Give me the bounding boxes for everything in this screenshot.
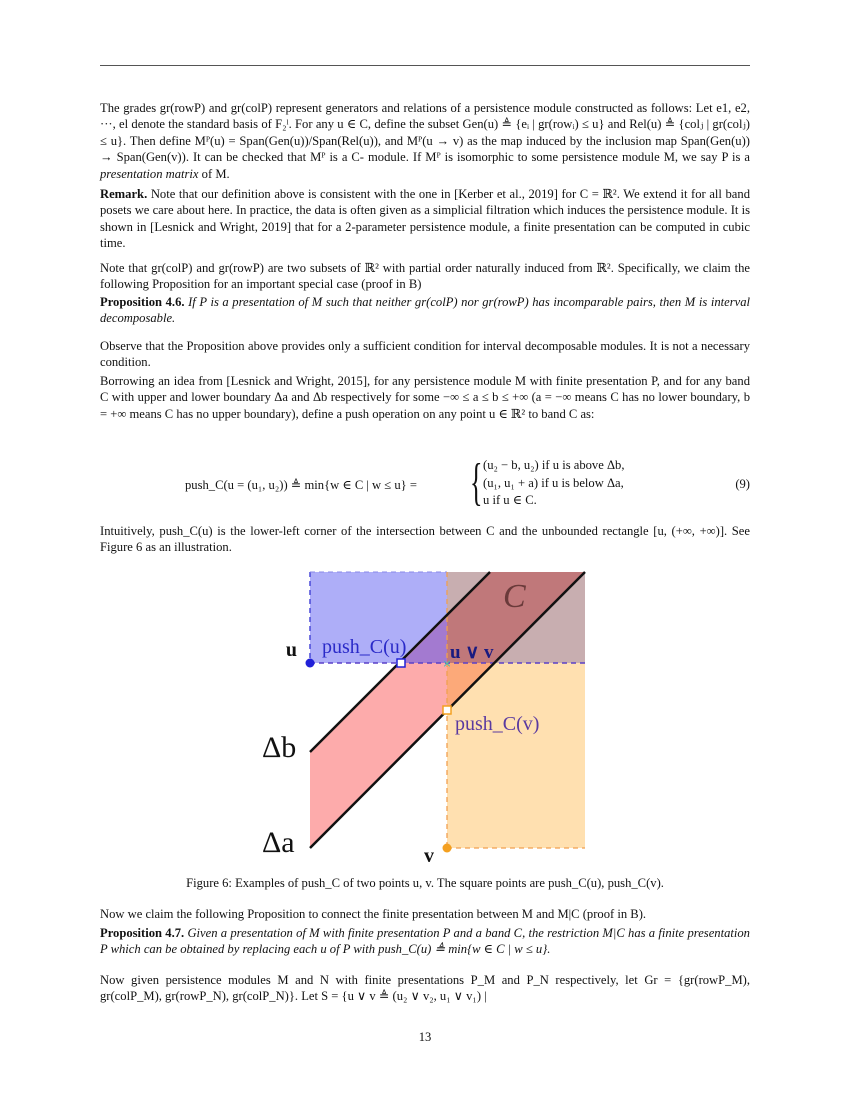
paragraph-presentation-definition: [100, 100, 750, 182]
proposition-text: If P is a presentation of M such that neither gr(colP) nor gr(rowP) has incomparable pairs, then M is interval decomposable.: [100, 295, 750, 326]
label-u: u: [285, 639, 297, 661]
remark-label: Remark.: [100, 187, 148, 201]
paragraph-text-tail: of M.: [198, 166, 230, 181]
paragraph-gr-definition: [100, 972, 750, 1005]
paragraph-text: Borrowing an idea from [Lesnick and Wright, 2015], for any persistence module M with finite presentation P, and for any band C with upper and lower boundary Δa and Δb respectively for some −∞ ≤ a ≤ b ≤ +∞ (a = −∞ means C has no lower boundary, b = +∞ means C has no upper boundary), define a push operation on any point u ∈ ℝ² to band C as:: [100, 374, 750, 421]
equation-cases: [483, 457, 625, 510]
proposition-label: Proposition 4.7.: [100, 926, 185, 940]
paragraph-push-definition: [100, 373, 750, 422]
proposition-4-6: [100, 294, 750, 327]
paragraph-note-partial-order: [100, 260, 750, 293]
join-mark: ×: [442, 657, 452, 670]
header-rule: [100, 65, 750, 66]
label-band-c: C: [503, 578, 526, 615]
proposition-text: Given a presentation of M with finite presentation P and a band C, the restriction M|C has a finite presentation P which can be obtained by replacing each u of P with push_C(u) ≜ min{w ∈ C | w ≤ u}.: [100, 926, 750, 957]
label-push-u: push_C(u): [322, 636, 407, 658]
point-v: [443, 844, 452, 853]
case-above: (u₂ − b, u₂) if u is above Δb,: [483, 458, 625, 472]
page-number: 13: [418, 1030, 432, 1044]
paragraph-text: Observe that the Proposition above provides only a sufficient condition for interval decomposable modules. It is not a necessary condition.: [100, 339, 750, 370]
paragraph-text: The grades gr(rowP) and gr(colP) represent generators and relations of a persistence module constructed as follows: Let e1, e2, ···, el denote the standard basis of F₂ˡ. For any u ∈ C, define the subset Gen(u) ≜ {eᵢ | gr(rowᵢ) ≤ u} and Rel(u) ≜ {colⱼ | gr(colⱼ) ≤ u}. Then define Mᴾ(u) = Span(Gen(u))/Span(Rel(u)), and Mᴾ(u → v) as the map induced by the inclusion map Span(Gen(u)) → Span(Gen(v)). It can be checked that Mᴾ is a C- module. If Mᴾ is isomorphic to some persistence module M, we say P is a: [100, 101, 750, 165]
push-u-square: [397, 659, 405, 667]
point-u: [306, 659, 315, 668]
proposition-4-7: [100, 925, 750, 958]
figure-caption: Figure 6: Examples of push_C of two points u, v. The square points are push_C(u), push_C(v).: [186, 876, 664, 890]
cases-brace: {: [470, 454, 483, 511]
equation-9: [100, 455, 750, 515]
label-delta-b: Δb: [262, 731, 297, 764]
paragraph-text: Note that gr(colP) and gr(rowP) are two subsets of ℝ² with partial order naturally induced from ℝ². Specifically, we claim the following Proposition for an important special case (proof in B): [100, 261, 750, 292]
paragraph-observe: [100, 338, 750, 371]
equation-number: (9): [735, 477, 750, 491]
push-diagram: [255, 565, 595, 870]
paragraph-claim-restriction: [100, 906, 750, 922]
proposition-label: Proposition 4.6.: [100, 295, 185, 309]
paragraph-text: Now given persistence modules M and N with finite presentations P_M and P_N respectively, let Gr = {gr(rowP_M), gr(colP_M), gr(rowP_N), gr(colP_N)}. Let S = {u ∨ v ≜ (u₂ ∨ v₂, u₁ ∨ v₁) |: [100, 973, 750, 1004]
remark-block: [100, 186, 750, 252]
paragraph-text: Intuitively, push_C(u) is the lower-left corner of the intersection between C and the unbounded rectangle [u, (+∞, +∞)]. See Figure 6 as an illustration.: [100, 524, 750, 555]
emphasis-presentation-matrix: presentation matrix: [100, 166, 199, 181]
case-below: (u₁, u₁ + a) if u is below Δa,: [483, 475, 624, 490]
label-join: u ∨ v: [450, 642, 494, 663]
remark-text: Note that our definition above is consistent with the one in [Kerber et al., 2019] for C = ℝ². We extend it for all band posets we care about here. In practice, the data is often given as a simplicial filtration which induces the persistence module. It is shown in [Lesnick and Wright, 2019] that for a 2-parameter persistence module, a finite presentation can be computed in cubic time.: [100, 187, 750, 251]
push-v-square: [443, 706, 451, 714]
paragraph-intuition: [100, 523, 750, 556]
figure-6: [255, 565, 595, 870]
paragraph-text: Now we claim the following Proposition to connect the finite presentation between M and M|C (proof in B).: [100, 907, 647, 921]
label-delta-a: Δa: [262, 826, 295, 859]
case-inside: u if u ∈ C.: [483, 493, 537, 507]
label-v: v: [424, 845, 434, 867]
equation-lhs: push_C(u = (u₁, u₂)) ≜ min{w ∈ C | w ≤ u} =: [185, 478, 417, 492]
label-push-v: push_C(v): [455, 713, 540, 735]
